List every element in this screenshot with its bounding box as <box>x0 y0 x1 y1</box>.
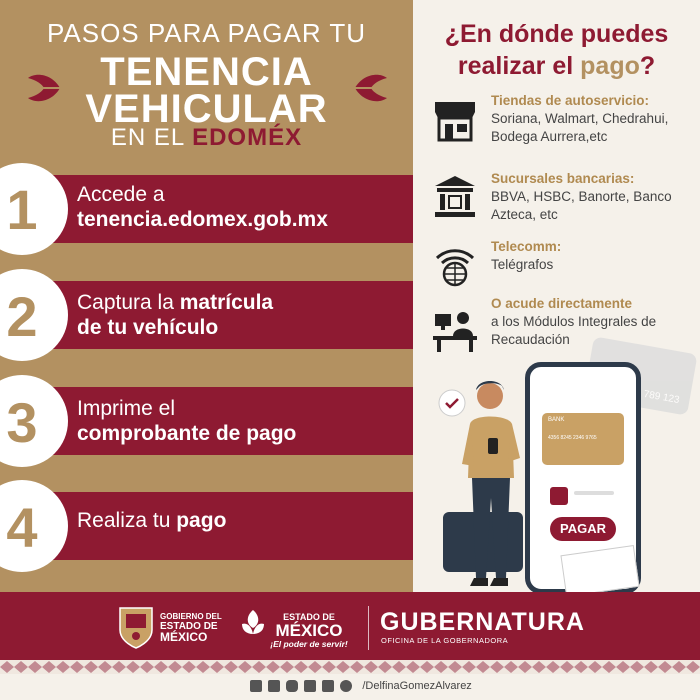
facebook-icon[interactable] <box>250 680 262 692</box>
place-store-head: Tiendas de autoservicio: <box>491 93 650 108</box>
step-2-text <box>77 290 273 340</box>
phone-square <box>550 487 568 505</box>
place-bank-head: Sucursales bancarias: <box>491 171 635 186</box>
card-bank-label: BANK <box>548 417 565 423</box>
where-title <box>413 18 700 82</box>
step-2-number: 2 <box>6 285 38 348</box>
gov-logo-text <box>160 612 222 644</box>
header-line4-prefix: EN EL <box>110 124 185 151</box>
place-bank <box>491 170 696 224</box>
step-4-number: 4 <box>6 496 38 559</box>
payment-places-panel <box>413 0 700 592</box>
place-store-body: Soriana, Walmart, Chedrahui, Bodega Aurrera,etc <box>491 111 669 144</box>
social-links <box>250 680 472 692</box>
step-4-text <box>77 508 226 533</box>
man-figure <box>458 378 528 590</box>
place-office-head: O acude directamente <box>491 296 633 311</box>
gov-text-c: MÉXICO <box>160 630 208 644</box>
youtube-icon[interactable] <box>304 680 316 692</box>
edomex-slogan: ¡El poder de servir! <box>270 639 348 649</box>
social-handle[interactable]: /DelfinaGomezAlvarez <box>362 680 472 693</box>
x-twitter-icon[interactable] <box>268 680 280 692</box>
footer-divider <box>368 606 369 650</box>
where-title-end: ? <box>639 52 656 80</box>
place-telecomm-head: Telecomm: <box>491 239 562 254</box>
edomex-logo-text <box>264 612 354 649</box>
gubernatura-subtitle: OFICINA DE LA GOBERNADORA <box>381 636 509 645</box>
office-desk-icon <box>431 306 479 354</box>
place-bank-body: BBVA, HSBC, Banorte, Banco Azteca, etc <box>491 189 672 222</box>
header-line4-bold: EDOMÉX <box>192 124 303 151</box>
header-line2: TENENCIA <box>100 50 313 94</box>
header-line1: PASOS PARA PAGAR TU <box>46 18 367 48</box>
header-line3: VEHICULAR <box>85 87 328 131</box>
phone-line <box>574 491 614 495</box>
steps-panel <box>0 0 413 592</box>
step-1-text <box>77 182 328 232</box>
step-2-text-regular: Captura la <box>77 291 174 314</box>
step-3-text-regular: Imprime el <box>77 397 176 420</box>
tiktok-icon[interactable] <box>322 680 334 692</box>
step-3-text <box>77 396 296 446</box>
state-coat-of-arms-icon <box>116 604 156 650</box>
step-1-url: tenencia.edomex.gob.mx <box>77 208 328 231</box>
gov-text-a: GOBIERNO DEL <box>160 612 222 621</box>
edomex-small: ESTADO DE <box>283 612 335 622</box>
wifi-globe-icon <box>431 240 479 288</box>
decorative-pattern-strip <box>0 660 700 674</box>
left-leaf-ornament-icon <box>22 66 66 110</box>
step-4-text-regular: Realiza tu <box>77 509 171 532</box>
step-2-text-bold-a: matrícula <box>179 291 274 314</box>
phone-bank-card <box>542 413 624 465</box>
where-title-line1: ¿En dónde puedes <box>444 20 669 48</box>
gov-text-b: ESTADO DE <box>160 621 218 632</box>
step-2-text-bold-b: de tu vehículo <box>77 316 219 339</box>
place-telecomm <box>491 238 696 274</box>
store-icon <box>431 96 479 144</box>
step-3-text-bold: comprobante de pago <box>77 422 297 445</box>
step-3-number: 3 <box>6 391 38 454</box>
header-line4 <box>0 124 413 152</box>
background-card-number: 789 123 <box>642 388 681 407</box>
threads-icon[interactable] <box>340 680 352 692</box>
right-leaf-ornament-icon <box>349 66 393 110</box>
where-title-gold: pago <box>580 52 640 80</box>
gubernatura-title: GUBERNATURA <box>380 608 585 636</box>
step-1-text-regular: Accede a <box>77 183 165 206</box>
where-title-line2: realizar el <box>457 52 574 80</box>
edomex-big: MÉXICO <box>275 621 343 640</box>
instagram-icon[interactable] <box>286 680 298 692</box>
place-telecomm-body: Telégrafos <box>491 257 554 272</box>
step-4-text-bold: pago <box>176 509 227 532</box>
pagar-button: PAGAR <box>550 517 616 541</box>
card-number: 4356 8245 2346 9765 <box>548 435 597 441</box>
place-office-body: a los Módulos Integrales de Recaudación <box>491 314 657 347</box>
step-1-number: 1 <box>6 178 38 241</box>
place-store <box>491 92 696 146</box>
bank-icon <box>431 172 479 220</box>
